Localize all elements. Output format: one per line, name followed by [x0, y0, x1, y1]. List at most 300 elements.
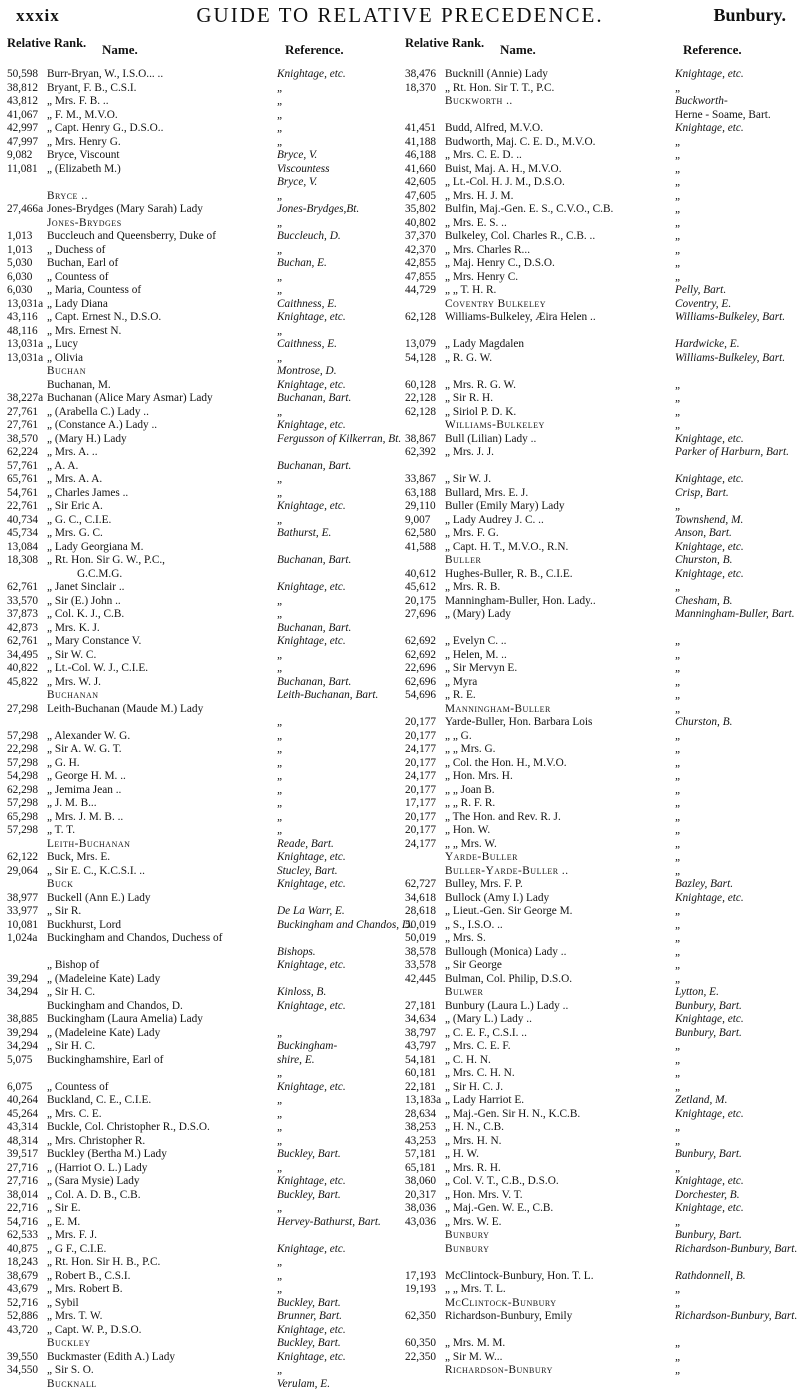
entry-name: Yarde-Buller, Hon. Barbara Lois — [445, 716, 592, 730]
entry-row — [405, 298, 797, 312]
entry-row — [7, 217, 399, 231]
entry-row — [7, 122, 399, 136]
entry-reference: Churston, B. — [675, 716, 732, 730]
rank-number: 42,445 — [405, 973, 436, 987]
entry-name: „ „ Joan B. — [445, 784, 495, 798]
entry-name: „ Countess of — [47, 1081, 109, 1095]
entry-row — [405, 878, 797, 892]
rank-number: 40,875 — [7, 1243, 38, 1257]
entry-reference: „ — [277, 109, 283, 123]
rank-number: 54,181 — [405, 1054, 436, 1068]
entry-name: Buchanan — [47, 689, 99, 703]
entry-name: McClintock-Bunbury — [445, 1297, 557, 1311]
entry-reference: Knightage, etc. — [277, 1081, 346, 1095]
entry-reference: Knightage, etc. — [277, 878, 346, 892]
entry-reference: „ — [675, 838, 681, 852]
entry-name: Buccleuch and Queensberry, Duke of — [47, 230, 216, 244]
entry-row — [7, 851, 399, 865]
entry-name: Yarde-Buller — [445, 851, 518, 865]
entry-row — [7, 1148, 399, 1162]
entry-reference: „ — [277, 325, 283, 339]
entry-name: „ T. T. — [47, 824, 75, 838]
entry-row — [7, 109, 399, 123]
entry-name: „ Lt.-Col. W. J., C.I.E. — [47, 662, 148, 676]
entry-reference: „ — [675, 703, 681, 717]
entry-row — [7, 1229, 399, 1243]
entry-row — [405, 338, 797, 352]
rank-number: 38,797 — [405, 1027, 436, 1041]
entry-row — [405, 1040, 797, 1054]
rank-number: 39,294 — [7, 973, 38, 987]
entry-row — [7, 865, 399, 879]
rank-number: 34,550 — [7, 1364, 38, 1378]
entry-name: „ Maria, Countess of — [47, 284, 141, 298]
entry-name: „ (Constance A.) Lady .. — [47, 419, 157, 433]
rank-number: 38,476 — [405, 68, 436, 82]
entry-row — [7, 433, 399, 447]
entry-reference: Parker of Harburn, Bart. — [675, 446, 789, 460]
entry-row — [7, 203, 399, 217]
rank-number: 54,128 — [405, 352, 436, 366]
entry-row — [405, 190, 797, 204]
left-column — [7, 36, 399, 1391]
entry-reference: Knightage, etc. — [675, 473, 744, 487]
entry-name: Bulwer — [445, 986, 483, 1000]
entry-reference: „ — [675, 82, 681, 96]
reference-header: Reference. — [285, 42, 344, 58]
rank-number: 10,081 — [7, 919, 38, 933]
entry-name: „ Lady Georgiana M. — [47, 541, 143, 555]
entry-reference: Bryce, V. — [277, 149, 317, 163]
entry-row — [7, 1256, 399, 1270]
entry-name: „ Rt. Hon. Sir G. W., P.C., — [47, 554, 165, 568]
entry-name: „ „ Mrs. T. L. — [445, 1283, 506, 1297]
entry-reference: Buccleuch, D. — [277, 230, 341, 244]
entry-name: „ Mrs. M. M. — [445, 1337, 505, 1351]
entry-reference: Reade, Bart. — [277, 838, 334, 852]
entry-name: „ (Mary H.) Lady — [47, 433, 127, 447]
entry-row — [7, 905, 399, 919]
rank-number: 45,612 — [405, 581, 436, 595]
entry-name: „ Lady Magdalen — [445, 338, 524, 352]
entry-name: „ Jemima Jean .. — [47, 784, 121, 798]
entry-row — [7, 406, 399, 420]
rank-number: 13,084 — [7, 541, 38, 555]
rank-number: 63,188 — [405, 487, 436, 501]
entry-reference: „ — [277, 406, 283, 420]
entry-reference: „ — [675, 784, 681, 798]
entry-name: „ Mrs. J. J. — [445, 446, 494, 460]
entry-name: „ Capt. H. T., M.V.O., R.N. — [445, 541, 568, 555]
entry-name: „ Rt. Hon. Sir H. B., P.C. — [47, 1256, 160, 1270]
rank-number: 38,578 — [405, 946, 436, 960]
entry-reference: Buckley, Bart. — [277, 1148, 341, 1162]
entry-reference: „ — [675, 635, 681, 649]
rank-number: 24,177 — [405, 770, 436, 784]
entry-row — [7, 1067, 399, 1081]
entry-row — [7, 1013, 399, 1027]
entry-row — [7, 352, 399, 366]
entry-name: Buckmaster (Edith A.) Lady — [47, 1351, 175, 1365]
rank-number: 13,183a — [405, 1094, 441, 1108]
entry-row — [7, 271, 399, 285]
entry-name: „ Col. V. T., C.B., D.S.O. — [445, 1175, 559, 1189]
entry-name: „ R. G. W. — [445, 352, 492, 366]
entry-row — [7, 716, 399, 730]
entry-reference: „ — [277, 1162, 283, 1176]
entry-name: „ H. N., C.B. — [445, 1121, 504, 1135]
entry-row — [405, 68, 797, 82]
entry-reference: Knightage, etc. — [277, 1175, 346, 1189]
entry-row — [405, 1067, 797, 1081]
entry-name: „ Mrs. R. H. — [445, 1162, 501, 1176]
entry-name: Buller-Yarde-Buller .. — [445, 865, 569, 879]
rank-number: 34,294 — [7, 1040, 38, 1054]
entry-row — [7, 1027, 399, 1041]
entry-row — [7, 136, 399, 150]
rank-number: 27,466a — [7, 203, 43, 217]
entry-reference: „ — [675, 919, 681, 933]
rank-number: 43,116 — [7, 311, 38, 325]
entry-name: Buist, Maj. A. H., M.V.O. — [445, 163, 562, 177]
rank-number: 13,031a — [7, 338, 43, 352]
entry-name: „ Bishop of — [47, 959, 99, 973]
entry-name: „ Charles James .. — [47, 487, 128, 501]
entry-name: Bunbury — [445, 1243, 489, 1257]
entry-reference: Richardson-Bunbury, Bart. — [675, 1243, 797, 1257]
entry-reference: „ — [277, 662, 283, 676]
rank-number: 6,075 — [7, 1081, 32, 1095]
entry-row — [7, 757, 399, 771]
entry-row — [405, 959, 797, 973]
entry-row — [405, 1121, 797, 1135]
rank-number: 1,013 — [7, 244, 32, 258]
rank-number: 62,696 — [405, 676, 436, 690]
entry-name: „ A. A. — [47, 460, 78, 474]
entry-reference: „ — [675, 1067, 681, 1081]
entry-name: Bucknill (Annie) Lady — [445, 68, 548, 82]
rank-number: 20,317 — [405, 1189, 436, 1203]
rank-number: 43,812 — [7, 95, 38, 109]
entry-row — [7, 824, 399, 838]
entry-row — [7, 149, 399, 163]
entry-row — [405, 1013, 797, 1027]
rank-number: 52,716 — [7, 1297, 38, 1311]
entry-row — [405, 1135, 797, 1149]
entry-row — [405, 527, 797, 541]
rank-number: 43,314 — [7, 1121, 38, 1135]
entry-reference: Anson, Bart. — [675, 527, 732, 541]
rank-number: 57,298 — [7, 730, 38, 744]
entry-reference: „ — [675, 190, 681, 204]
entry-reference: Buckingham and Chandos, D. — [277, 919, 413, 933]
rank-number: 27,716 — [7, 1162, 38, 1176]
rank-number: 43,720 — [7, 1324, 38, 1338]
entry-row — [405, 365, 797, 379]
entry-name: Buchan — [47, 365, 86, 379]
entry-reference: Leith-Buchanan, Bart. — [277, 689, 378, 703]
entry-name: „ G F., C.I.E. — [47, 1243, 106, 1257]
entry-reference: Buckley, Bart. — [277, 1297, 341, 1311]
entry-reference: „ — [277, 1270, 283, 1284]
entry-name: „ Mrs. C. H. N. — [445, 1067, 515, 1081]
entry-name: Bulley, Mrs. F. P. — [445, 878, 523, 892]
entry-name: „ Mrs. Henry G. — [47, 136, 121, 150]
rank-number: 27,761 — [7, 419, 38, 433]
entry-name: Williams-Bulkeley, Æira Helen .. — [445, 311, 596, 325]
entry-row — [7, 338, 399, 352]
rank-number: 18,243 — [7, 1256, 38, 1270]
entry-name: Buck — [47, 878, 73, 892]
rank-number: 43,679 — [7, 1283, 38, 1297]
rank-number: 45,734 — [7, 527, 38, 541]
entry-name: „ (Mary L.) Lady .. — [445, 1013, 532, 1027]
entry-reference: „ — [675, 946, 681, 960]
entry-row — [405, 257, 797, 271]
entry-reference: „ — [277, 82, 283, 96]
entry-reference: „ — [675, 662, 681, 676]
entry-name: Bryce .. — [47, 190, 88, 204]
rank-number: 38,679 — [7, 1270, 38, 1284]
entry-row — [405, 82, 797, 96]
entry-reference: Knightage, etc. — [277, 500, 346, 514]
entry-row — [405, 1324, 797, 1338]
entry-reference: „ — [675, 959, 681, 973]
entry-name: „ Hon. W. — [445, 824, 490, 838]
entry-row — [7, 446, 399, 460]
entry-name: „ Mrs. F. G. — [445, 527, 499, 541]
rank-number: 35,802 — [405, 203, 436, 217]
entry-row — [405, 757, 797, 771]
entry-reference: „ — [675, 811, 681, 825]
entry-name: Bucknall — [47, 1378, 97, 1391]
rank-number: 62,128 — [405, 311, 436, 325]
entry-name: „ George H. M. .. — [47, 770, 126, 784]
entry-row — [405, 325, 797, 339]
entry-reference: „ — [277, 1256, 283, 1270]
entry-row — [405, 919, 797, 933]
entry-name: „ Mrs. A. A. — [47, 473, 102, 487]
entry-row — [7, 1283, 399, 1297]
entry-row — [7, 1324, 399, 1338]
entry-row — [7, 284, 399, 298]
entry-row — [405, 689, 797, 703]
entry-name: Bryant, F. B., C.S.I. — [47, 82, 136, 96]
rank-number: 17,177 — [405, 797, 436, 811]
rank-number: 38,014 — [7, 1189, 38, 1203]
left-entry-list — [7, 68, 399, 1391]
entry-name: „ Mrs. G. C. — [47, 527, 103, 541]
entry-reference: Hardwicke, E. — [675, 338, 740, 352]
entry-row — [7, 919, 399, 933]
entry-reference: „ — [675, 757, 681, 771]
entry-row — [405, 1081, 797, 1095]
rank-number: 34,294 — [7, 986, 38, 1000]
entry-name: McClintock-Bunbury, Hon. T. L. — [445, 1270, 594, 1284]
entry-name: Burr-Bryan, W., I.S.O... .. — [47, 68, 163, 82]
entry-reference: Bunbury, Bart. — [675, 1000, 742, 1014]
entry-row — [7, 689, 399, 703]
entry-name: „ (Madeleine Kate) Lady — [47, 973, 160, 987]
entry-reference: „ — [277, 352, 283, 366]
entry-reference: Bathurst, E. — [277, 527, 331, 541]
entry-name: „ Maj. Henry C., D.S.O. — [445, 257, 555, 271]
entry-row — [7, 1270, 399, 1284]
entry-reference: Buchanan, Bart. — [277, 622, 351, 636]
entry-reference: „ — [277, 730, 283, 744]
entry-row — [7, 811, 399, 825]
rank-number: 38,812 — [7, 82, 38, 96]
rank-number: 62,692 — [405, 635, 436, 649]
entry-reference: Knightage, etc. — [675, 433, 744, 447]
entry-row — [405, 1229, 797, 1243]
entry-name: „ „ R. F. R. — [445, 797, 495, 811]
rank-number: 62,692 — [405, 649, 436, 663]
entry-row — [405, 1256, 797, 1270]
entry-reference: „ — [675, 743, 681, 757]
rank-number: 45,822 — [7, 676, 38, 690]
entry-name: „ Sir H. C. J. — [445, 1081, 503, 1095]
entry-row — [405, 892, 797, 906]
entry-row — [405, 1364, 797, 1378]
entry-reference: Bunbury, Bart. — [675, 1229, 742, 1243]
entry-name: Buckhurst, Lord — [47, 919, 121, 933]
entry-row — [7, 365, 399, 379]
rank-number: 43,253 — [405, 1135, 436, 1149]
entry-reference: „ — [675, 797, 681, 811]
rank-number: 13,031a — [7, 298, 43, 312]
entry-reference: Knightage, etc. — [277, 959, 346, 973]
entry-row — [7, 608, 399, 622]
entry-name: Bryce, Viscount — [47, 149, 120, 163]
entry-name: „ Myra — [445, 676, 477, 690]
rank-number: 40,612 — [405, 568, 436, 582]
rank-number: 18,370 — [405, 82, 436, 96]
entry-row — [405, 392, 797, 406]
entry-name: „ (Elizabeth M.) — [47, 163, 121, 177]
entry-row — [7, 298, 399, 312]
rank-number: 38,977 — [7, 892, 38, 906]
entry-name: „ Mrs. T. W. — [47, 1310, 102, 1324]
rank-number: 43,797 — [405, 1040, 436, 1054]
entry-reference: „ — [675, 1162, 681, 1176]
rank-number: 47,855 — [405, 271, 436, 285]
rank-number: 24,177 — [405, 838, 436, 852]
entry-reference: „ — [675, 689, 681, 703]
entry-row — [7, 986, 399, 1000]
entry-row — [7, 500, 399, 514]
rank-number: 50,019 — [405, 932, 436, 946]
entry-reference: „ — [675, 1040, 681, 1054]
entry-name: Buckinghamshire, Earl of — [47, 1054, 163, 1068]
rank-number: 44,729 — [405, 284, 436, 298]
entry-reference: „ — [675, 392, 681, 406]
entry-name: Buckell (Ann E.) Lady — [47, 892, 151, 906]
entry-name: „ Lady Audrey J. C. .. — [445, 514, 544, 528]
entry-reference: Knightage, etc. — [675, 1108, 744, 1122]
entry-row — [7, 1378, 399, 1391]
entry-reference: Buchan, E. — [277, 257, 327, 271]
rank-number: 13,031a — [7, 352, 43, 366]
entry-name: „ Mrs. R. G. W. — [445, 379, 516, 393]
entry-name: „ Sir R. — [47, 905, 81, 919]
rank-number: 29,064 — [7, 865, 38, 879]
rank-number: 54,761 — [7, 487, 38, 501]
entry-name: „ Mrs. K. J. — [47, 622, 100, 636]
rank-number: 38,227a — [7, 392, 43, 406]
entry-row — [405, 824, 797, 838]
entry-row — [7, 1216, 399, 1230]
entry-reference: „ — [675, 244, 681, 258]
rank-number: 65,298 — [7, 811, 38, 825]
column-headers — [7, 36, 399, 68]
rank-number: 40,822 — [7, 662, 38, 676]
rank-number: 50,598 — [7, 68, 38, 82]
entry-name: „ Maj.-Gen. W. E., C.B. — [445, 1202, 553, 1216]
entry-name: Williams-Bulkeley — [445, 419, 545, 433]
entry-row — [405, 217, 797, 231]
entry-row — [7, 635, 399, 649]
entry-name: Buck, Mrs. E. — [47, 851, 110, 865]
rank-number: 41,451 — [405, 122, 436, 136]
entry-row — [7, 68, 399, 82]
entry-name: „ Capt. Ernest N., D.S.O. — [47, 311, 161, 325]
entry-row — [405, 379, 797, 393]
entry-row — [405, 676, 797, 690]
entry-row — [7, 946, 399, 960]
rank-number: 18,308 — [7, 554, 38, 568]
entry-name: „ Capt. Henry G., D.S.O.. — [47, 122, 163, 136]
rank-number: 62,350 — [405, 1310, 436, 1324]
entry-row — [405, 122, 797, 136]
entry-name: Buckingham and Chandos, D. — [47, 1000, 183, 1014]
entry-name: „ Countess of — [47, 271, 109, 285]
entry-row — [405, 1297, 797, 1311]
entry-row — [405, 1148, 797, 1162]
entry-reference: „ — [277, 595, 283, 609]
rank-number: 20,177 — [405, 757, 436, 771]
rank-number: 27,298 — [7, 703, 38, 717]
entry-row — [7, 743, 399, 757]
entry-row — [7, 730, 399, 744]
entry-name: „ H. W. — [445, 1148, 479, 1162]
entry-row — [7, 959, 399, 973]
rank-number: 54,696 — [405, 689, 436, 703]
entry-name: Buckley (Bertha M.) Lady — [47, 1148, 167, 1162]
entry-name: „ Maj.-Gen. Sir H. N., K.C.B. — [445, 1108, 580, 1122]
entry-row — [7, 581, 399, 595]
entry-name: „ Sir W. J. — [445, 473, 491, 487]
entry-row — [7, 392, 399, 406]
rank-number: 33,570 — [7, 595, 38, 609]
page-number: xxxix — [16, 6, 60, 26]
entry-name: „ Sir M. W... — [445, 1351, 502, 1365]
entry-name: Buchan, Earl of — [47, 257, 118, 271]
rank-number: 38,867 — [405, 433, 436, 447]
rank-number: 62,128 — [405, 406, 436, 420]
entry-reference: Jones-Brydges,Bt. — [277, 203, 359, 217]
entry-row — [405, 419, 797, 433]
entry-row — [405, 1162, 797, 1176]
entry-row — [405, 446, 797, 460]
entry-name: Jones-Brydges — [47, 217, 122, 231]
entry-reference: Knightage, etc. — [277, 419, 346, 433]
entry-name: „ Olivia — [47, 352, 83, 366]
entry-row — [7, 1135, 399, 1149]
entry-reference: „ — [277, 757, 283, 771]
entry-row — [7, 1297, 399, 1311]
entry-row — [7, 932, 399, 946]
